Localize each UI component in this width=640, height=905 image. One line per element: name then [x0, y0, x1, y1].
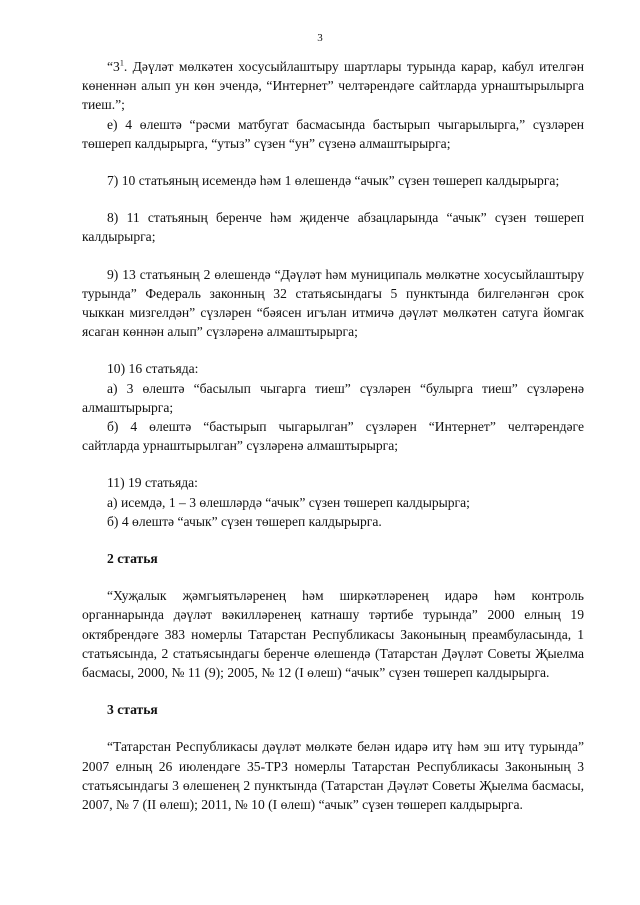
page-number: 3: [317, 32, 323, 44]
article-2-text: “Хуҗалык җәмгыятьләренең һәм ширкәтләренең идарә һәм контроль органнарында дәүләт вәкилләренең катнашу тәртибе турында” 2000 елның 19 октябрендәге 383 номерлы Татарстан Республикасы Законының преамбуласында, 1 статьясында, 2 статьясындагы беренче өлешендә (Татарстан Дәүләт Советы Җыелма басмасы, 2000, № 11 (9); 2005, № 12 (I өлеш) “ачык” сүзен төшереп калдырырга.: [82, 588, 584, 681]
paragraph-item-9: 9) 13 статьяның 2 өлешендә “Дәүләт һәм муниципаль мөлкәтне хосусыйлаштыру турында” Федераль законның 32 статьясындагы 5 пунктында билгеләнгән срок чыккан мизгелдән” сүзләрен “бәясен игълан итмичә дәүләт мөлкәтен сатуга йомгак ясаган көннән алып” сүзләренә алмаштырырга;: [82, 266, 584, 340]
paragraph-3-1: “$3^1$. Дәүләт мөлкәтен хосусыйлаштыру шартлары турында карар, кабул ителгән көненнән алып ун көн эчендә, “Интернет” челтәрендәге сайтларда урнаштырылырга тиеш.”;: [82, 58, 584, 113]
paragraph-item-7: 7) 10 статьяның исемендә һәм 1 өлешендә “ачык” сүзен төшереп калдырырга;: [107, 173, 560, 189]
paragraph-item-11a: а) исемдә, 1 – 3 өлешләрдә “ачык” сүзен төшереп калдырырга;: [107, 494, 470, 510]
paragraph-item-10b: б) 4 өлештә “бастырып чыгарылган” сүзләрен “Интернет” челтәрендәге сайтларда урнаштырылган” сүзләренә алмаштырырга;: [82, 419, 584, 454]
paragraph-item-e: е) 4 өлештә “рәсми матбугат басмасында бастырып чыгарылырга,” сүзләрен төшереп калдырырга, “утыз” сүзен “ун” сүзенә алмаштырырга;: [82, 116, 584, 151]
paragraph-item-10a: а) 3 өлештә “басылып чыгарга тиеш” сүзләрен “булырга тиеш” сүзләренә алмаштырырга;: [82, 380, 584, 415]
paragraph-item-11b: б) 4 өлештә “ачык” сүзен төшереп калдырырга.: [107, 513, 382, 529]
article-3-heading: 3 статья: [107, 702, 158, 718]
paragraph-item-11: 11) 19 статьяда:: [107, 475, 198, 491]
paragraph-item-8: 8) 11 статьяның беренче һәм җиденче абзацларында “ачык” сүзен төшереп калдырырга;: [82, 210, 584, 245]
paragraph-item-10: 10) 16 статьяда:: [107, 361, 199, 377]
article-3-text: “Татарстан Республикасы дәүләт мөлкәте белән идарә итү һәм эш итү турында” 2007 елның 26 июлендәге 35-ТРЗ номерлы Татарстан Республикасы Законының 3 статьясындагы 3 өлешенең 2 пунктында (Татарстан Дәүләт Советы Җыелма басмасы, 2007, № 7 (II өлеш); 2011, № 10 (I өлеш) “ачык” сүзен төшереп калдырырга.: [82, 739, 584, 813]
document-body: [82, 57, 584, 814]
article-2-heading: 2 статья: [107, 551, 158, 567]
